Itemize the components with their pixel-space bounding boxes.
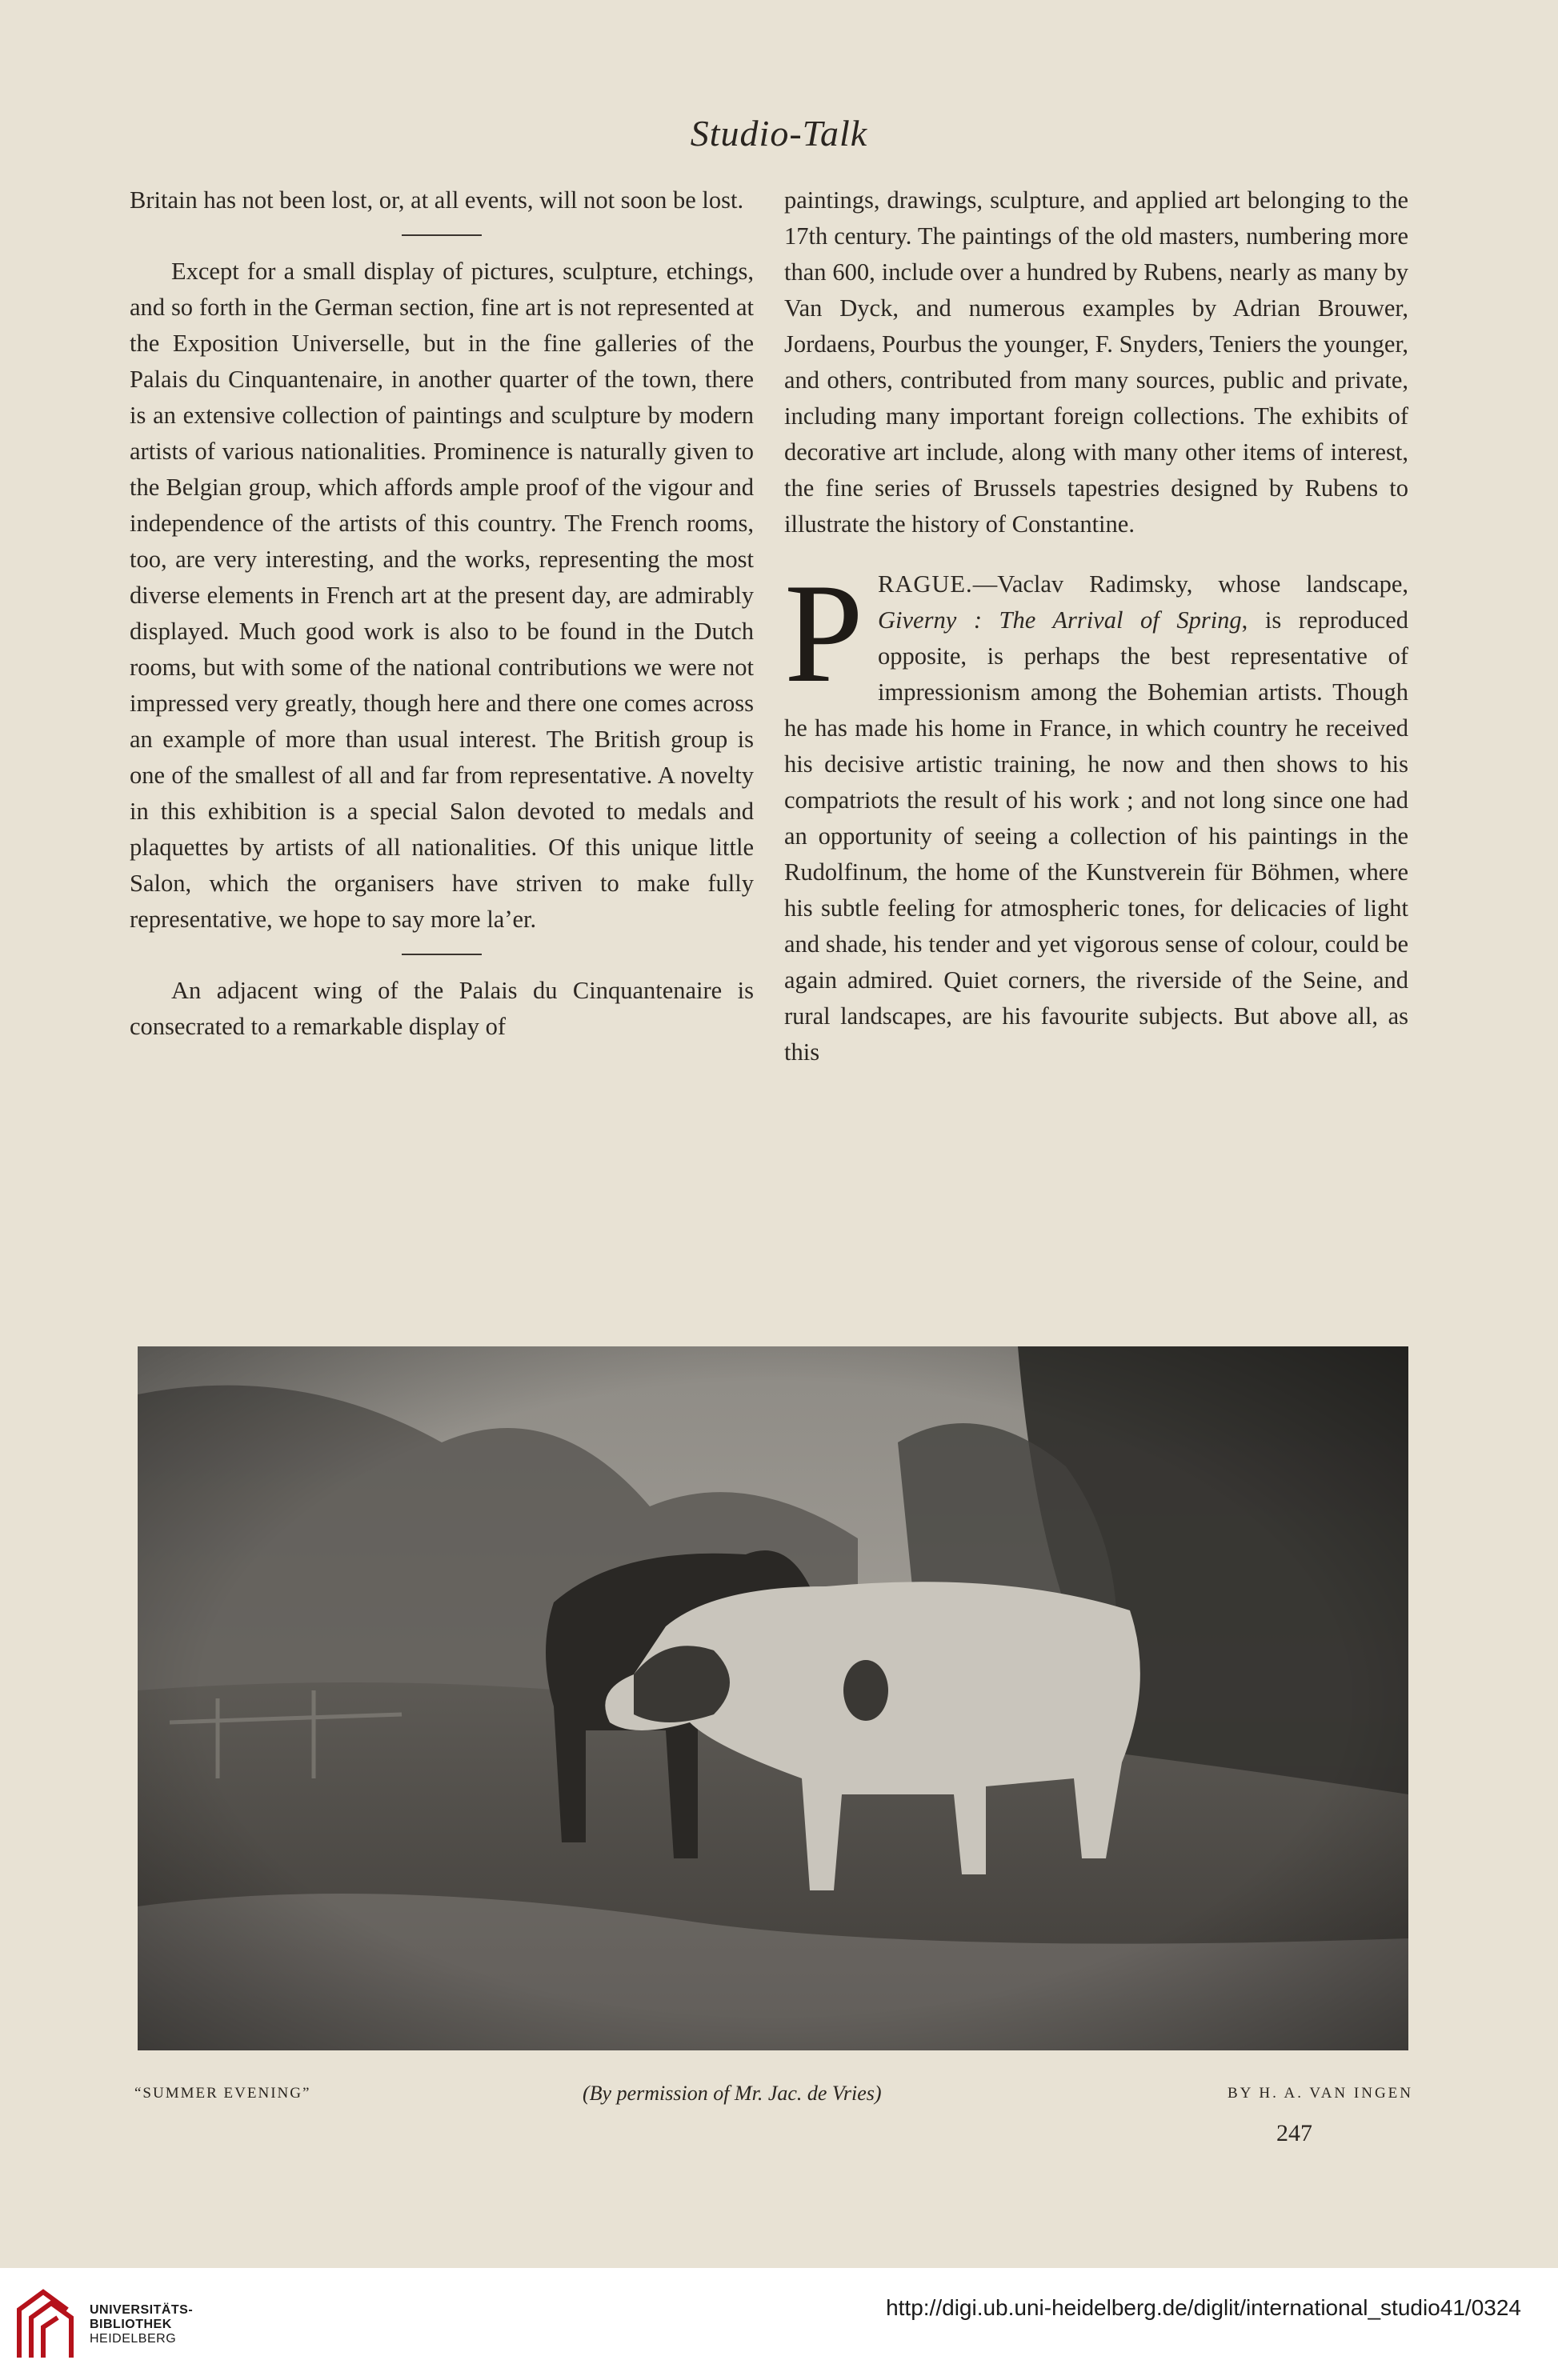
permalink-url[interactable]: http://digi.ub.uni-heidelberg.de/diglit/international_studio41/0324 [886, 2295, 1521, 2320]
right-column [784, 182, 1408, 1070]
section-divider [402, 954, 482, 955]
institution-name [90, 2303, 193, 2346]
painting-plate [138, 1346, 1408, 2050]
paragraph: Except for a small display of pictures, sculpture, etchings, and so forth in the German section, fine art is not represented at the Exposition Universelle, but in the fine galleries of the Palais du Cinquantenaire, in another quarter of the town, there is an extensive collection of paintings and sculpture by modern artists of various nationalities. Prominence is naturally given to the Belgian group, which affords ample proof of the vigour and independence of the artists of this country. The French rooms, too, are very interesting, and the works, representing the most diverse elements in French art at the present day, are admirably displayed. Much good work is also to be found in the Dutch rooms, but with some of the national contributions we were not impressed very greatly, though here and there one comes across an example of more than usual interest. The British group is one of the smallest of all and far from representative. A novelty in this exhibition is a special Salon devoted to medals and plaquettes by artists of all nationalities. Of this unique little Salon, which the organisers have striven to make fully representative, we hope to say more laʼer. [130, 258, 754, 933]
prague-paragraph [784, 554, 1408, 1070]
artwork-title: Giverny : The Arrival of Spring [878, 606, 1242, 634]
paragraph: An adjacent wing of the Palais du Cinquantenaire is consecrated to a remarkable display of [130, 977, 754, 1040]
paragraph-text: —Vaclav Radimsky, whose landscape, [972, 570, 1408, 598]
section-divider [402, 234, 482, 236]
institution-line: UNIVERSITÄTS- [90, 2303, 194, 2317]
institution-line: BIBLIOTHEK [90, 2318, 172, 2331]
plate-caption [134, 2080, 1413, 2112]
painting-image [138, 1346, 1408, 2050]
section-lead: RAGUE. [878, 570, 973, 598]
page-number: 247 [1276, 2120, 1312, 2146]
drop-cap: P [784, 554, 863, 712]
footer-bar [0, 2268, 1558, 2380]
caption-title: “SUMMER EVENING” [134, 2085, 311, 2102]
paragraph: Britain has not been lost, or, at all events, will not soon be lost. [130, 186, 744, 214]
caption-permission: (By permission of Mr. Jac. de Vries) [583, 2082, 882, 2105]
institution-line: HEIDELBERG [90, 2332, 177, 2346]
running-title: Studio-Talk [690, 113, 868, 154]
paragraph: paintings, drawings, sculpture, and applied art belonging to the 17th century. The paintings of the old masters, numbering more than 600, include over a hundred by Rubens, nearly as many by Van Dyck, and numerous examples by Adrian Brouwer, Jordaens, Pourbus the younger, F. Snyders, Teniers the younger, and others, contributed from many sources, public and private, including many important foreign collections. The exhibits of decorative art include, along with many other items of interest, the fine series of Brussels tapestries designed by Rubens to illustrate the history of Constantine. [784, 186, 1408, 538]
spacer [784, 542, 1408, 566]
library-logo-icon [11, 2286, 83, 2366]
caption-artist: BY H. A. VAN INGEN [1227, 2085, 1413, 2102]
left-column [130, 182, 754, 1045]
paragraph-text: , is reproduced opposite, is perhaps the best representative of impressionism among the Bohemian artists. Though he has made his home in France, in which country he received his decisive artistic training, he now and then shows to his compatriots the result of his work ; and not long since one had an opportunity of seeing a collection of his paintings in the Rudolfinum, the home of the Kunstverein für Böhmen, where his subtle feeling for atmospheric tones, for delicacies of light and shade, his tender and yet vigorous sense of colour, could be again admired. Quiet corners, the riverside of the Seine, and rural landscapes, are his favourite subjects. But above all, as this [784, 606, 1408, 1066]
